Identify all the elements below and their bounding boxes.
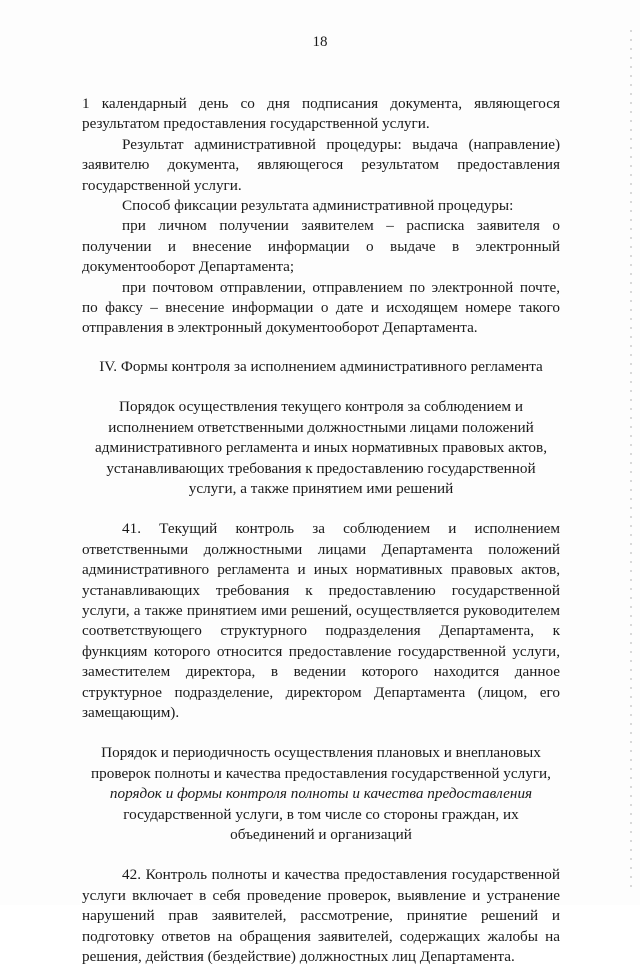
document-body — [82, 94, 560, 967]
paragraph-personal-receipt: при личном получении заявителем – расписка заявителя о получении и внесение информации о выдаче в электронный документооборот Департамента; — [82, 217, 560, 276]
page-number: 18 — [312, 34, 328, 50]
paragraph-postal-sending: при почтовом отправлении, отправлением по электронной почте, по факсу – внесение информации о дате и исходящем номере такого отправления в электронный документооборот Департамента. — [82, 278, 560, 337]
section-title: IV. Формы контроля за исполнением административного регламента — [99, 357, 543, 375]
subsection-inspections-title-line3: государственной услуги, в том числе со стороны граждан, их объединений и организаций — [123, 805, 519, 843]
scan-edge-marks — [630, 30, 632, 890]
paragraph-deadline: 1 календарный день со дня подписания документа, являющегося результатом предоставления государственной услуги. — [82, 95, 560, 133]
subsection-current-control-title: Порядок осуществления текущего контроля за соблюдением и исполнением ответственными должностными лицами положений административного регламента и иных нормативных правовых актов, устанавливающих требования к предоставлению государственной услуги, а также принятием ими решений — [95, 398, 547, 497]
item-41: 41. Текущий контроль за соблюдением и исполнением ответственными должностными лицами Департамента положений административного регламента и иных нормативных правовых актов, устанавливающих требования к предоставлению государственной услуги, а также принятием ими решений, осуществляется руководителем соответствующего структурного подразделения Департамента, к функциям которого относится предоставление государственной услуги, заместителем директора, в ведении которого находится данное структурное подразделение, директором Департамента (лицом, его замещающим). — [82, 520, 560, 721]
paragraph-fixation-method: Способ фиксации результата административной процедуры: — [122, 197, 514, 215]
item-42: 42. Контроль полноты и качества предоставления государственной услуги включает в себя проведение проверок, выявление и устранение нарушений прав заявителей, рассмотрение, принятие решений и подготовку ответов на обращения заявителей, содержащих жалобы на решения, действия (бездействие) должностных лиц Департамента. — [82, 866, 560, 966]
subsection-inspections-title-line2: порядок и формы контроля полноты и качества предоставления — [109, 785, 533, 803]
paragraph-result: Результат административной процедуры: выдача (направление) заявителю документа, являющегося результатом предоставления государственной услуги. — [82, 135, 560, 194]
subsection-inspections-title-line1: Порядок и периодичность осуществления плановых и внеплановых проверок полноты и качества предоставления государственной услуги, — [91, 744, 551, 782]
subsection-inspections-title — [82, 743, 560, 845]
